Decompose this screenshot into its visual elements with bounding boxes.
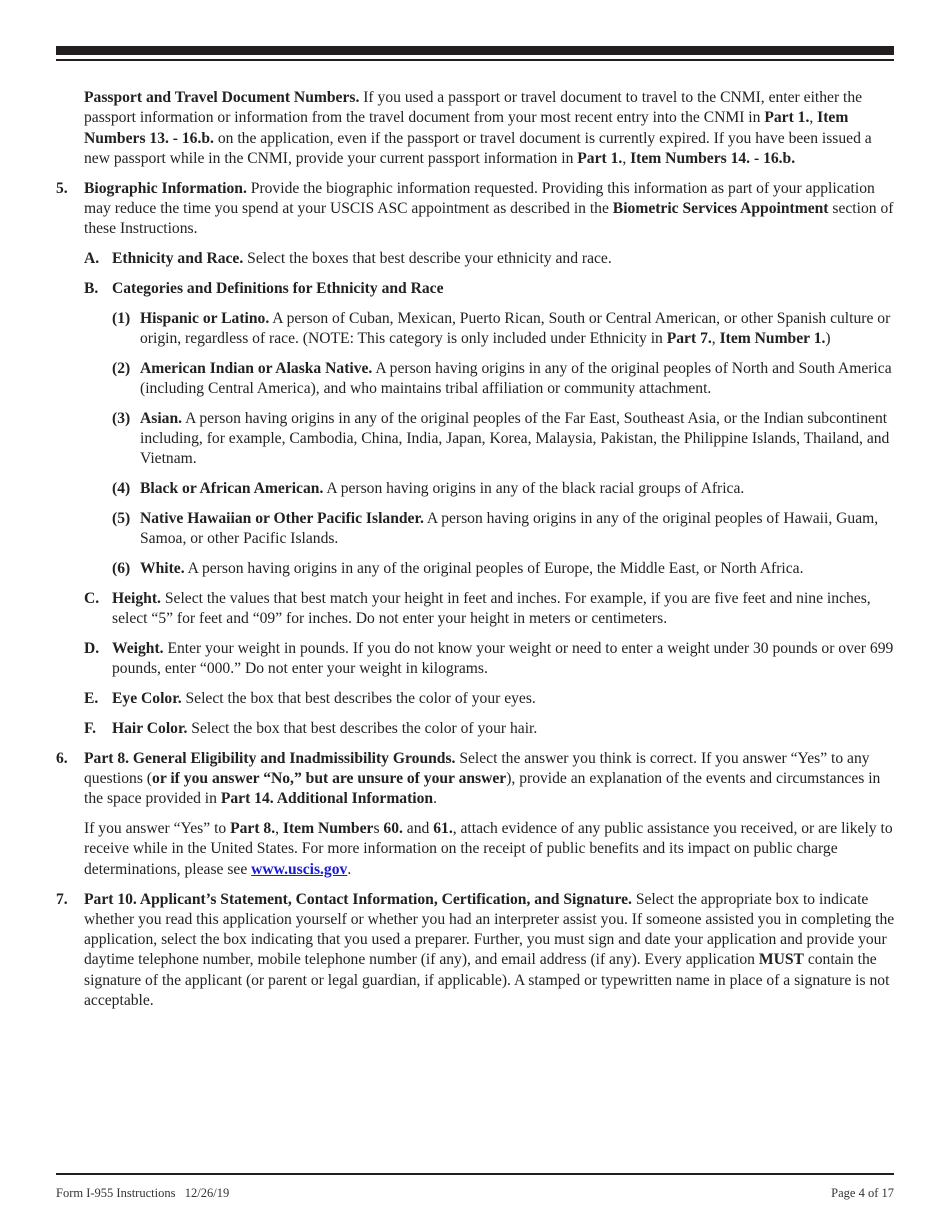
item-5-d-weight — [56, 639, 896, 680]
item-6-text-3: . — [433, 790, 438, 808]
item-6-p2-text-2: , — [275, 820, 283, 838]
item-5-e-marker: E. — [84, 690, 99, 708]
item-7-statement — [56, 890, 896, 1012]
item-6-text-1: Select the answer you think is correct. If you answer “Yes” to any questions ( — [84, 749, 870, 788]
category-1-heading: Hispanic or Latino. — [140, 309, 270, 327]
category-2-text: A person having origins in any of the original peoples of North and South America (including Central America), and who maintains tribal affiliation or community attachment. — [140, 359, 892, 398]
item-5-e-heading: Eye Color. — [112, 690, 182, 708]
item-5-f-text: Select the box that best describes the color of your hair. — [187, 719, 538, 737]
item-5-a-heading: Ethnicity and Race. — [112, 250, 244, 268]
item-6-p2-ref-4: 61. — [433, 820, 453, 838]
item-5-ref: Biometric Services Appointment — [612, 199, 829, 217]
item-6-p2-ref-3: 60. — [383, 820, 403, 838]
category-5-marker: (5) — [112, 510, 131, 528]
passport-ref-3: Part 1. — [577, 149, 623, 167]
item-6-eligibility — [56, 749, 896, 810]
category-3-marker: (3) — [112, 409, 131, 427]
category-6-white — [56, 559, 896, 579]
item-6-p2-text-1: If you answer “Yes” to — [84, 820, 231, 838]
category-5-pacific-islander — [56, 509, 896, 550]
category-1-hispanic — [56, 309, 896, 350]
item-5-c-marker: C. — [84, 589, 100, 607]
item-5-e-text: Select the box that best describes the color of your eyes. — [181, 690, 536, 708]
category-6-marker: (6) — [112, 560, 131, 578]
passport-ref-2: Item Numbers 13. - 16.b. — [84, 109, 849, 147]
item-5-a — [56, 249, 896, 269]
item-5-text-2: section of these Instructions. — [84, 199, 894, 238]
category-5-heading: Native Hawaiian or Other Pacific Islander. — [140, 510, 424, 528]
item-5-c-heading: Height. — [112, 589, 161, 607]
item-5-a-text: Select the boxes that best describe your ethnicity and race. — [243, 250, 612, 268]
item-5-d-heading: Weight. — [112, 640, 164, 658]
category-1-ref-2: Item Number 1. — [719, 329, 826, 347]
passport-text-1: If you used a passport or travel document to travel to the CNMI, enter either the passport information or information from the travel document from your most recent entry into the CNMI in — [84, 89, 863, 127]
item-6-emphasis: or if you answer “No,” but are unsure of your answer — [152, 770, 507, 788]
category-4-black — [56, 479, 896, 499]
item-6-p2-text-4: and — [402, 820, 434, 838]
item-6-heading: Part 8. General Eligibility and Inadmissibility Grounds. — [84, 749, 456, 767]
category-5-text: A person having origins in any of the original peoples of Hawaii, Guam, Samoa, or other Pacific Islands. — [140, 510, 879, 548]
category-6-heading: White. — [140, 560, 185, 578]
passport-text-2: , — [809, 109, 818, 127]
category-2-marker: (2) — [112, 359, 131, 377]
item-6-paragraph-2 — [56, 819, 896, 880]
footer-page-number: Page 4 of 17 — [831, 1186, 894, 1200]
item-7-heading: Part 10. Applicant’s Statement, Contact Information, Certification, and Signature. — [84, 890, 632, 908]
item-5-c-text: Select the values that best match your height in feet and inches. For example, if you are five feet and nine inches, select “5” for feet and “09” for inches. Do not enter your height in meters or centimeters. — [112, 589, 871, 628]
category-4-heading: Black or African American. — [140, 480, 324, 498]
item-6-ref: Part 14. Additional Information — [220, 790, 434, 808]
uscis-link[interactable]: www.uscis.gov — [251, 860, 348, 878]
item-5-biographic — [56, 179, 896, 240]
category-6-text: A person having origins in any of the original peoples of Europe, the Middle East, or North Africa. — [184, 560, 804, 578]
category-3-asian — [56, 409, 896, 470]
item-5-d-text: Enter your weight in pounds. If you do not know your weight or need to enter a weight under 30 pounds or over 699 pounds, enter “000.” Do not enter your weight in kilograms. — [112, 640, 894, 678]
category-3-heading: Asian. — [140, 409, 183, 427]
category-4-marker: (4) — [112, 480, 131, 498]
footer-form-id: Form I-955 Instructions 12/26/19 — [56, 1186, 230, 1200]
item-6-p2-ref-1: Part 8. — [230, 820, 276, 838]
item-5-b-heading: Categories and Definitions for Ethnicity and Race — [112, 279, 444, 297]
category-1-ref-1: Part 7. — [666, 329, 712, 347]
passport-paragraph — [56, 88, 896, 169]
item-6-p2-ref-2: Item Number — [282, 820, 374, 838]
item-6-p2-text-5: , attach evidence of any public assistance you received, or are likely to receive while in the United States. For more information on the receipt of public benefits and its impact on public charge determinations, please see — [84, 820, 893, 878]
item-5-text-1: Provide the biographic information requested. Providing this information as part of your application may reduce the time you spend at your USCIS ASC appointment as described in the — [84, 179, 875, 217]
item-5-heading: Biographic Information. — [84, 179, 247, 197]
item-6-text-2: ), provide an explanation of the events and circumstances in the space provided in — [84, 770, 881, 808]
item-6-p2-text-6: . — [347, 860, 352, 878]
passport-text-4: , — [622, 149, 631, 167]
item-6-number: 6. — [56, 749, 68, 767]
item-5-f-heading: Hair Color. — [112, 719, 188, 737]
header-rule-thin — [56, 59, 894, 61]
item-7-must: MUST — [758, 951, 804, 969]
category-1-text-3: ) — [825, 329, 831, 347]
item-6-p2-text-3: s — [373, 820, 384, 838]
item-5-e-eye-color — [56, 689, 896, 709]
item-5-b-marker: B. — [84, 279, 99, 297]
item-7-text-1: Select the appropriate box to indicate whether you read this application yourself or whether you had an interpreter assist you. If someone assisted you in completing the application, select the box indicating that you used a preparer. Further, you must sign and date your application and provide your daytime telephone number, mobile telephone number (if any), and email address (if any). Every application — [84, 890, 895, 969]
footer-rule — [56, 1173, 894, 1175]
item-7-text-2: contain the signature of the applicant (or parent or legal guardian, if applicable). A stamped or typewritten name in place of a signature is not acceptable. — [84, 951, 890, 1009]
category-4-text: A person having origins in any of the black racial groups of Africa. — [323, 480, 745, 498]
item-5-a-marker: A. — [84, 250, 100, 268]
item-5-f-hair-color — [56, 719, 896, 739]
header-rule-thick — [56, 46, 894, 55]
passport-ref-4: Item Numbers 14. - 16.b. — [630, 149, 796, 167]
category-2-heading: American Indian or Alaska Native. — [140, 359, 373, 377]
category-1-text-2: , — [711, 329, 720, 347]
item-7-number: 7. — [56, 890, 68, 908]
page-content — [56, 88, 896, 1021]
passport-text-3: on the application, even if the passport or travel document is currently expired. If you have been issued a new passport while in the CNMI, provide your current passport information in — [84, 129, 872, 167]
item-5-number: 5. — [56, 179, 68, 197]
passport-ref-1: Part 1. — [764, 109, 810, 127]
passport-heading: Passport and Travel Document Numbers. — [84, 89, 360, 106]
category-3-text: A person having origins in any of the original peoples of the Far East, Southeast Asia, or the Indian subcontinent including, for example, Cambodia, China, India, Japan, Korea, Malaysia, Pakistan, the Philippine Islands, Thailand, and Vietnam. — [140, 409, 890, 468]
category-1-text: A person of Cuban, Mexican, Puerto Rican, South or Central American, or other Spanish culture or origin, regardless of race. (NOTE: This category is only included under Ethnicity in — [140, 309, 891, 347]
item-5-c-height — [56, 589, 896, 630]
category-2-american-indian — [56, 359, 896, 400]
item-5-d-marker: D. — [84, 640, 100, 658]
item-5-f-marker: F. — [84, 719, 96, 737]
category-1-marker: (1) — [112, 309, 131, 327]
item-5-b — [56, 279, 896, 299]
